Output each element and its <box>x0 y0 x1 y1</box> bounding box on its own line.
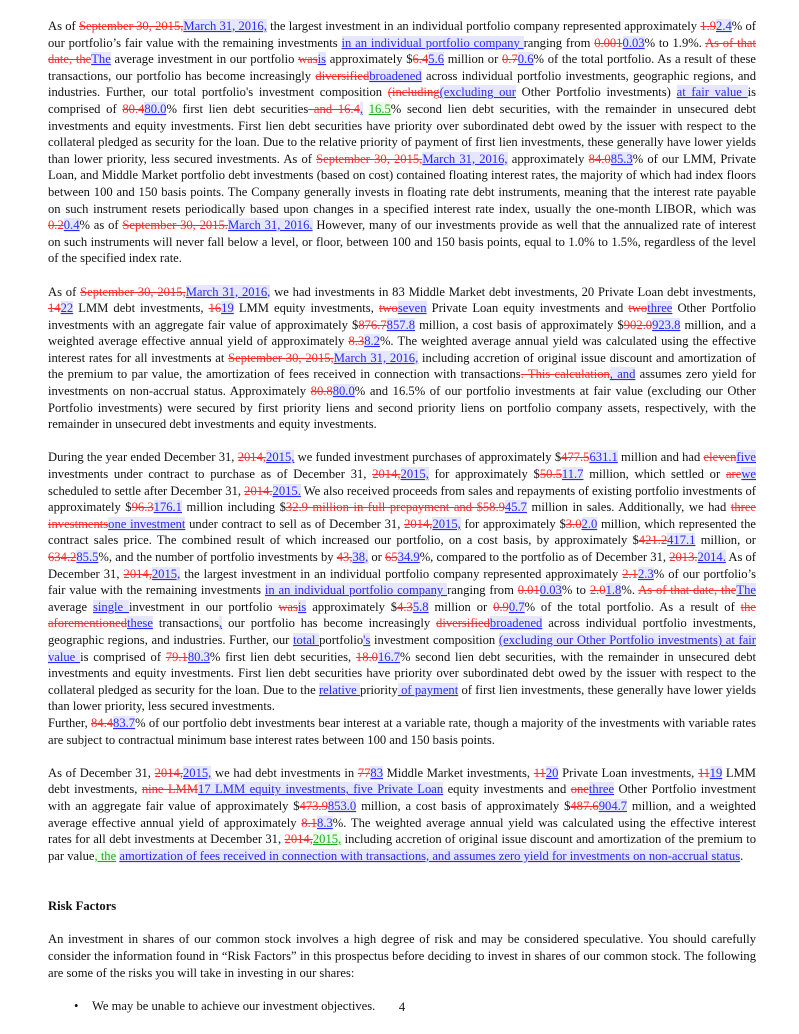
text-run: Other Portfolio investment with an aggregate fair value of approximately $ <box>48 782 757 813</box>
redline-body <box>48 18 756 864</box>
deleted-text: 2014, <box>404 516 433 531</box>
inserted-text: 2.4 <box>716 19 732 33</box>
inserted-text: at fair value <box>676 85 748 100</box>
inserted-text: March 31, 2016. <box>227 218 313 233</box>
text-run: across individual portfolio investments, geographic regions, and industries. Further, our total portfolio's investment composition <box>48 68 756 100</box>
text-run <box>363 102 369 116</box>
inserted-text: 857.8 <box>386 317 416 332</box>
inserted-text: 631.1 <box>589 450 618 465</box>
inserted-text: five <box>736 450 756 465</box>
inserted-text: 17 LMM equity investments, five Private Loan <box>198 782 444 797</box>
deleted-text: 11 <box>533 765 546 780</box>
text-run: % second lien debt securities, with the remainder in unsecured debt investments and equity investments. First lien debt securities have priority over subordinated debt owed by the issuer with respect to the collateral pledged as security for the loan. Due to the relative priority of payment of first lien investments, these generally have lower yields than lower priority, less secured investments. As of <box>48 101 756 166</box>
inserted-text: 83 <box>370 765 383 780</box>
text-run: million or <box>428 599 494 614</box>
text-run: LMM debt investments, <box>48 765 756 797</box>
deleted-text: 84.4 <box>90 715 114 730</box>
text-run: under contract to sell as of December 31, <box>185 516 405 531</box>
inserted-text: 904.7 <box>598 798 628 813</box>
deleted-text: 0.01 <box>517 583 540 598</box>
text-run: %. The weighted average annual yield was calculated using the effective interest rates for all investments at <box>48 334 756 365</box>
deleted-text: was <box>278 599 298 614</box>
text-run: % to <box>561 583 590 598</box>
deleted-text: two <box>628 301 648 316</box>
inserted-text: March 31, 2016, <box>183 19 267 33</box>
inserted-text: 2015, <box>151 566 181 581</box>
text-run: portfolio <box>319 632 364 647</box>
deleted-text: 2.1 <box>622 566 638 581</box>
inserted-text: 's <box>363 632 371 647</box>
inserted-text: in an individual portfolio company <box>341 35 524 50</box>
text-run: % of our portfolio debt investments bear interest at a variable rate, though a majority of the investments with variable rates are subject to contractual minimum base interest rates between 100 and 150 basis points. <box>48 715 756 747</box>
risk-intro-paragraph: An investment in shares of our common stock involves a high degree of risk and may be considered speculative. You should carefully consider the information found in “Risk Factors” in this prospectus before deciding to invest in shares of our common stock. The following are some of the risks you will take in investing in our shares: <box>48 932 756 980</box>
inserted-text: (excluding our Other Portfolio investments) at fair value <box>48 632 756 664</box>
text-run: % first lien debt securities <box>166 101 309 116</box>
text-run: the largest investment in an individual portfolio company represented approximately <box>180 566 623 581</box>
inserted-text: The <box>736 583 756 598</box>
inserted-text: relative <box>318 682 361 697</box>
paragraph-variable-rate <box>48 715 756 748</box>
text-run: transactions <box>152 616 219 631</box>
deleted-text: September 30, 2015, <box>78 19 184 33</box>
deleted-text: 0.2 <box>48 218 64 233</box>
inserted-text: 80.0 <box>144 101 167 116</box>
deleted-text: three investments <box>48 500 756 531</box>
paragraph-march-2016-portfolio <box>48 18 756 267</box>
deleted-text: 2.0 <box>589 583 606 598</box>
inserted-text: 11.7 <box>561 467 584 482</box>
inserted-text: 45.7 <box>504 500 527 515</box>
text-run: million, which represented the contract sales price. The combined result of which increased our portfolio, on a cost basis, by approximately $ <box>48 516 756 548</box>
text-run: % to 1.9%. <box>644 35 705 50</box>
deleted-text: 421.2 <box>638 533 668 548</box>
text-run: is comprised of <box>48 85 756 116</box>
deleted-text: (including <box>387 85 440 100</box>
text-run: million, a cost basis of approximately $ <box>415 317 624 332</box>
deleted-text: 8.3 <box>348 334 365 349</box>
text-run: %, and the number of portfolio investments by <box>98 550 337 564</box>
text-run: million and had <box>617 450 704 465</box>
deleted-text: 1.9 <box>700 19 717 33</box>
text-run: % of the total portfolio. As a result of these transactions, our portfolio has become increasingly <box>48 52 756 83</box>
text-run: %, compared to the portfolio as of December 31, <box>419 550 670 564</box>
text-run: approximately $ <box>306 599 398 614</box>
text-run: including accretion of original issue discount and amortization of the premium to par value <box>48 832 756 863</box>
deleted-text: 80.8 <box>310 384 333 399</box>
text-run: . <box>740 848 744 863</box>
inserted-text: , <box>219 616 223 631</box>
deleted-text: 4.3 <box>397 599 413 614</box>
text-run: Other Portfolio investments with an aggregate fair value of approximately $ <box>48 301 756 332</box>
inserted-text: 19 <box>221 301 234 316</box>
inserted-text: 2015, <box>400 467 429 482</box>
document-page <box>48 18 756 1014</box>
deleted-text: 2014. <box>244 483 273 498</box>
text-run: % of our portfolio’s fair value with the remaining investments <box>48 19 756 50</box>
inserted-text: 0.7 <box>508 599 525 614</box>
inserted-text: 2.0 <box>581 516 598 531</box>
text-run: million, and a weighted average effective annual yield of approximately <box>48 317 756 349</box>
inserted-text: 923.8 <box>652 317 681 332</box>
text-run: As of <box>48 284 81 299</box>
deleted-text: 32.9 million in full prepayment and $58.9 <box>285 500 505 515</box>
text-run: for approximately $ <box>428 467 540 482</box>
inserted-text: March 31, 2016, <box>422 151 508 166</box>
inserted-text: 22 <box>60 301 74 316</box>
inserted-text: 83.7 <box>113 715 136 730</box>
deleted-text: 6.4 <box>412 52 429 67</box>
text-run: we funded investment purchases of approximately $ <box>294 450 562 465</box>
inserted-text: 2015, <box>266 450 295 465</box>
text-run: During the year ended December 31, <box>48 450 238 465</box>
inserted-text: 0.6 <box>517 52 534 67</box>
text-run: ranging from <box>523 35 595 50</box>
text-run: However, many of our investments provide as well that the annualized rate of interest on such instruments will never fall below a level, or floor, between 100 and 150 basis points, equal to 1.0% to 1.5%, regardless of the level of the specified index rate. <box>48 218 756 266</box>
inserted-text: 2015, <box>432 516 461 531</box>
text-run: million or <box>444 52 502 67</box>
text-run: equity investments and <box>443 782 571 797</box>
deleted-text: As of that date, the <box>48 35 757 67</box>
bullet-icon: • <box>74 998 79 1013</box>
text-run: investments under contract to purchase as of December 31, <box>48 467 373 482</box>
deleted-text: 43, <box>336 550 353 564</box>
text-run: ranging from <box>447 583 518 598</box>
inserted-text: broadened <box>369 68 422 83</box>
deleted-text: 16 <box>208 301 222 316</box>
text-run: we had investments in 83 Middle Market debt investments, 20 Private Loan debt investments, <box>270 284 756 299</box>
inserted-text: three <box>647 301 673 316</box>
text-run: average investment in our portfolio <box>110 52 299 67</box>
section-heading-risk-factors: Risk Factors <box>48 899 117 914</box>
text-run: Middle Market investments, <box>383 765 534 780</box>
deleted-text: September 30, 2015, <box>80 284 186 299</box>
text-run: %. The weighted average annual yield was calculated using the effective interest rates for all debt investments at December 31, <box>48 815 756 847</box>
text-run: % of our LMM, Private Loan, and Middle Market portfolio debt investments (based on cost) contained floating interest rates, the majority of which had index floors between 100 and 150 basis points. The Company generally invests in floating rate debt instruments, meaning that the interest rate payable on such instrument resets periodically based upon changes in a specified interest rate index, usually the one-month LIBOR, which was <box>48 151 757 216</box>
deleted-text: 3.0 <box>565 516 582 531</box>
text-run: of first lien investments, these generally have lower yields than lower priority, less secured investments. <box>48 682 756 714</box>
text-run: % of the total portfolio. As a result of <box>524 599 741 614</box>
deleted-text: September 30, 2015, <box>228 350 334 365</box>
inserted-text: 80.0 <box>332 384 355 399</box>
inserted-text: one investment <box>108 516 186 531</box>
deleted-text: 80.4 <box>122 101 145 116</box>
inserted-text: 2015, <box>182 765 212 780</box>
text-run: LMM equity investments, <box>233 301 379 316</box>
text-run: As of December 31, <box>48 550 756 581</box>
inserted-text: single <box>93 599 129 614</box>
inserted-text: total <box>293 632 320 647</box>
text-run: million, or <box>695 533 756 548</box>
text-run: % and 16.5% of our portfolio investments at fair value (excluding our Other Portfolio investments) were secured by first priority liens and second priority liens on portfolio company assets, respectively, with the remainder in unsecured debt investments and equity investments. <box>48 384 756 432</box>
inserted-text: 0.4 <box>63 218 80 233</box>
paragraph-year-end-activity <box>48 449 756 715</box>
inserted-text: three <box>588 782 615 797</box>
deleted-text: 0.7 <box>502 52 518 67</box>
deleted-text: was <box>298 52 318 67</box>
deleted-text: 77 <box>357 765 371 780</box>
text-run: million, which settled or <box>583 467 726 482</box>
page-number: 4 <box>398 1000 406 1014</box>
text-run: our portfolio has become increasingly <box>222 616 437 631</box>
deleted-text: and 16.4 <box>308 101 360 116</box>
inserted-text: 8.2 <box>364 334 380 349</box>
inserted-text: March 31, 2016, <box>333 350 419 365</box>
inserted-text: 34.9 <box>397 550 420 564</box>
text-run: % as of <box>79 218 123 233</box>
deleted-text: 65 <box>385 550 398 564</box>
deleted-text: 634.2 <box>48 550 77 564</box>
deleted-text: 2013. <box>669 550 698 564</box>
inserted-text: 19 <box>709 765 723 780</box>
text-run: Private Loan equity investments and <box>426 301 629 316</box>
deleted-text: one <box>570 782 589 797</box>
deleted-text: the aforementioned <box>48 599 757 631</box>
deleted-text: 477.5 <box>561 450 590 465</box>
inserted-text: 0.03 <box>539 583 562 598</box>
inserted-text: these <box>127 616 153 631</box>
deleted-text: 84.0 <box>588 151 611 166</box>
text-run: for approximately $ <box>460 516 566 531</box>
text-run: million, and a weighted average effective annual yield of approximately <box>48 798 756 830</box>
risk-bullet-text: We may be unable to achieve our investment objectives. <box>92 998 376 1013</box>
text-run: LMM debt investments, <box>73 301 209 316</box>
text-run: approximately <box>507 151 589 166</box>
inserted-text: of payment <box>397 682 459 697</box>
inserted-text: 5.8 <box>412 599 429 614</box>
text-run: Further, <box>48 715 91 730</box>
deleted-text: eleven <box>703 450 737 465</box>
inserted-text: 38, <box>352 550 369 564</box>
inserted-text: is <box>297 599 307 614</box>
deleted-text: 14 <box>48 301 61 316</box>
inserted-text: broadened <box>489 616 543 631</box>
inserted-text: 8.3 <box>317 815 333 830</box>
moved-text: 16.5 <box>368 101 391 116</box>
text-run: or <box>368 550 386 564</box>
deleted-text: 0.9 <box>493 599 509 614</box>
deleted-text: 0.001 <box>594 35 623 50</box>
deleted-text: nine LMM <box>141 782 199 797</box>
deleted-text: . This calculation <box>520 367 610 382</box>
text-run: As of <box>48 19 79 33</box>
inserted-text: 80.3 <box>187 649 210 664</box>
inserted-text: 853.0 <box>327 798 357 813</box>
text-run: the largest investment in an individual portfolio company represented approximately <box>266 19 701 33</box>
deleted-text: 2014, <box>284 832 313 847</box>
inserted-text: 176.1 <box>153 500 182 515</box>
inserted-text: 1.8 <box>605 583 622 598</box>
text-run: % second lien debt securities, with the remainder in unsecured debt investments and equity investments. First lien debt securities have priority over subordinated debt owed by the issuer with respect to the collateral pledged as security for the loan. Due to the <box>48 649 757 697</box>
inserted-text: 2014. <box>697 550 726 564</box>
inserted-text: , and <box>609 367 636 382</box>
inserted-text: 85.3 <box>610 151 633 166</box>
deleted-text: 8.1 <box>301 815 318 830</box>
text-run: approximately $ <box>326 52 413 67</box>
inserted-text: we <box>741 467 756 482</box>
deleted-text: 96.3 <box>131 500 154 515</box>
text-run: priority <box>360 682 398 697</box>
text-run: scheduled to settle after December 31, <box>48 483 245 498</box>
deleted-text: two <box>378 301 398 316</box>
inserted-text: 2.3 <box>637 566 654 581</box>
moved-text: , the <box>94 848 117 863</box>
inserted-text: 20 <box>545 765 559 780</box>
paragraph-december-2015-investments <box>48 765 756 865</box>
inserted-text: 5.6 <box>428 52 445 67</box>
deleted-text: 2014, <box>123 566 152 581</box>
inserted-text: in an individual portfolio company <box>264 583 448 598</box>
deleted-text: 50.5 <box>539 467 562 482</box>
deleted-text: 11 <box>697 765 710 780</box>
inserted-text: 85.5 <box>76 550 99 564</box>
inserted-text: 2015. <box>272 483 301 498</box>
deleted-text: 79.1 <box>165 649 188 664</box>
moved-text: 2015, <box>312 832 342 847</box>
text-run: Private Loan investments, <box>558 765 698 780</box>
text-run: million, a cost basis of approximately $ <box>356 798 571 813</box>
text-run: million in sales. Additionally, we had <box>526 500 731 515</box>
text-run: %. <box>621 583 639 598</box>
deleted-text: 2014, <box>237 450 267 465</box>
deleted-text: 876.7 <box>358 317 387 332</box>
text-run: % first lien debt securities, <box>209 649 356 664</box>
deleted-text: diversified <box>436 616 490 631</box>
deleted-text: 2014, <box>372 467 401 482</box>
inserted-text: 417.1 <box>667 533 696 548</box>
deleted-text: September 30, 2015, <box>316 151 423 166</box>
inserted-text: 16.7 <box>377 649 401 664</box>
text-run: investment composition <box>370 632 499 647</box>
inserted-text: The <box>91 52 111 67</box>
text-run: assumes zero yield for investments on non-accrual status. Approximately <box>48 367 756 399</box>
text-run: is comprised of <box>80 649 166 664</box>
deleted-text: diversified <box>315 68 370 83</box>
deleted-text: are <box>725 467 742 482</box>
text-run: average <box>48 599 94 614</box>
text-run: As of December 31, <box>48 765 155 780</box>
text-run: Other Portfolio investments) <box>515 85 677 100</box>
inserted-text: (excluding our <box>439 85 516 100</box>
text-run: % of our portfolio’s fair value with the remaining investments <box>48 566 757 598</box>
deleted-text: 487.6 <box>570 798 599 813</box>
inserted-text: is <box>317 52 327 67</box>
deleted-text: 2014, <box>154 765 183 780</box>
deleted-text: 902.0 <box>623 317 653 332</box>
inserted-text: seven <box>397 301 427 316</box>
deleted-text: As of that date, the <box>638 583 737 598</box>
text-run: across individual portfolio investments, geographic regions, and industries. Further, our <box>48 616 756 647</box>
inserted-text: March 31, 2016, <box>185 284 271 299</box>
text-run: we had debt investments in <box>211 765 358 780</box>
text-run: We also received proceeds from sales and repayments of existing portfolio investments of approximately $ <box>48 483 757 515</box>
inserted-text: 0.03 <box>622 35 645 50</box>
deleted-text: 18.0 <box>355 649 378 664</box>
paragraph-march-2016-investments <box>48 284 756 433</box>
inserted-text: , <box>359 101 364 116</box>
inserted-text: amortization of fees received in connection with transactions, and assumes zero yield for investments on non-accrual status <box>119 848 741 863</box>
deleted-text: September 30, 2015. <box>122 218 228 233</box>
text-run: investment in our portfolio <box>128 599 279 614</box>
text-run: million including $ <box>181 500 286 515</box>
text-run: including accretion of original issue discount and amortization of the premium to par value, the amortization of fees received in connection with transactions <box>48 350 756 382</box>
deleted-text: 473.9 <box>299 798 328 813</box>
